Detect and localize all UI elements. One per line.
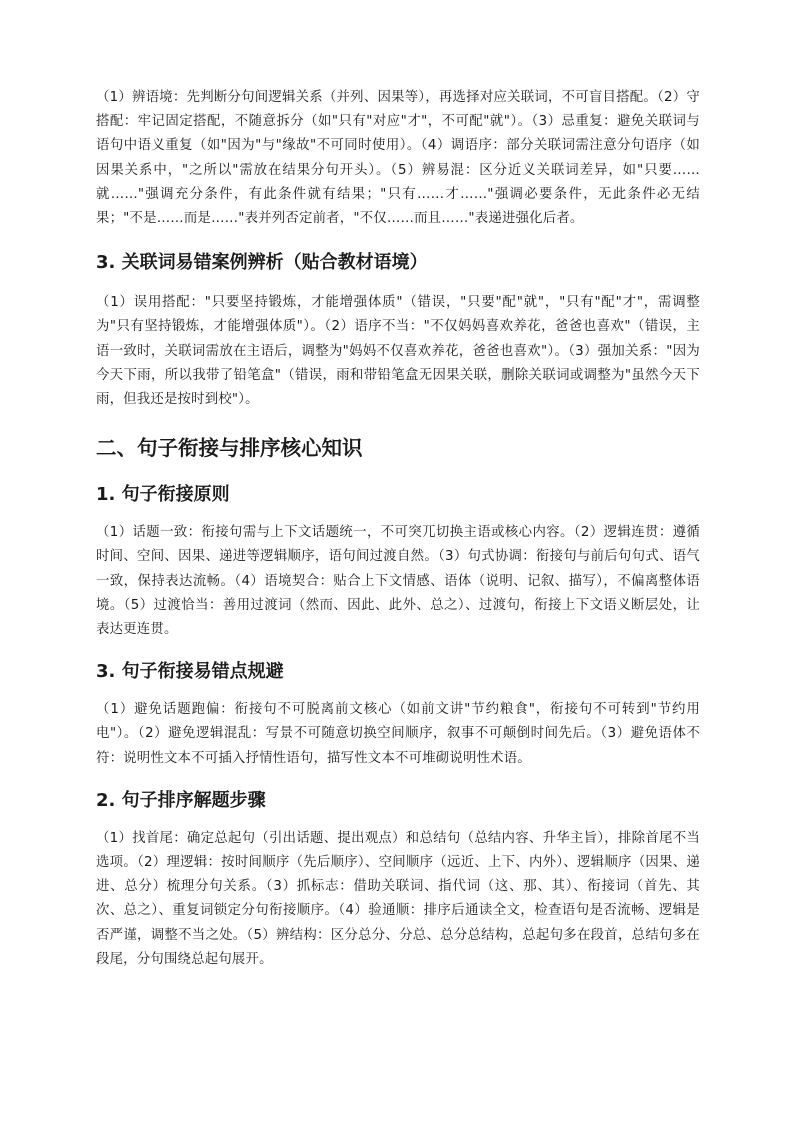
document-page [96,86,700,972]
cohesion-principles-paragraph: （1）话题一致：衔接句需与上下文话题统一，不可突兀切换主语或核心内容。（2）逻辑连贯：遵循时间、空间、因果、递进等逻辑顺序，语句间过渡自然。（3）句式协调：衔接句与前后句句式、语气一致，保持表达流畅。（4）语境契合：贴合上下文情感、语体（说明、记叙、描写），不偏离整体语境。（5）过渡恰当：善用过渡词（然而、因此、此外、总之）、过渡句，衔接上下文语义断层处，让表达更连贯。 [96,525,700,638]
section-heading-sentence-cohesion: 二、句子衔接与排序核心知识 [96,436,363,461]
cohesion-principles-heading: 1. 句子衔接原则 [96,484,230,506]
connective-tips-paragraph: （1）辨语境：先判断分句间逻辑关系（并列、因果等），再选择对应关联词，不可盲目搭配。（2）守搭配：牢记固定搭配，不随意拆分（如"只有"对应"才"，不可配"就"）。（3）忌重复：避免关联词与语句中语义重复（如"因为"与"缘故"不可同时使用）。（4）调语序：部分关联词需注意分句语序（如因果关系中，"之所以"需放在结果分句开头）。（5）辨易混：区分近义关联词差异，如"只要……就……"强调充分条件，有此条件就有结果；"只有……才……"强调必要条件，无此条件必无结果；"不是……而是……"表并列否定前者，"不仅……而且……"表递进强化后者。 [96,90,700,227]
connective-errors-heading: 3. 关联词易错案例辨析（贴合教材语境） [96,252,428,274]
cohesion-pitfalls-paragraph: （1）避免话题跑偏：衔接句不可脱离前文核心（如前文讲"节约粮食"，衔接句不可转到"节约用电"）。（2）避免逻辑混乱：写景不可随意切换空间顺序，叙事不可颠倒时间先后。（3）避免语体不符：说明性文本不可插入抒情性语句，描写性文本不可堆砌说明性术语。 [96,702,700,766]
connective-errors-paragraph: （1）误用搭配："只要坚持锻炼，才能增强体质"（错误，"只要"配"就"，"只有"配"才"，需调整为"只有坚持锻炼，才能增强体质"）。（2）语序不当："不仅妈妈喜欢养花，爸爸也喜欢"（错误，主语一致时，关联词需放在主语后，调整为"妈妈不仅喜欢养花，爸爸也喜欢"）。（3）强加关系："因为今天下雨，所以我带了铅笔盒"（错误，雨和带铅笔盒无因果关联，删除关联词或调整为"虽然今天下雨，但我还是按时到校"）。 [96,295,700,408]
sorting-steps-heading: 2. 句子排序解题步骤 [96,789,266,811]
cohesion-pitfalls-heading: 3. 句子衔接易错点规避 [96,661,284,683]
sorting-steps-paragraph: （1）找首尾：确定总起句（引出话题、提出观点）和总结句（总结内容、升华主旨），排除首尾不当选项。（2）理逻辑：按时间顺序（先后顺序）、空间顺序（远近、上下、内外）、逻辑顺序（因果、递进、总分）梳理分句关系。（3）抓标志：借助关联词、指代词（这、那、其）、衔接词（首先、其次、总之）、重复词锁定分句衔接顺序。（4）验通顺：排序后通读全文，检查语句是否流畅、逻辑是否严谨，调整不当之处。（5）辨结构：区分总分、分总、总分总结构，总起句多在段首，总结句多在段尾，分句围绕总起句展开。 [96,830,700,967]
